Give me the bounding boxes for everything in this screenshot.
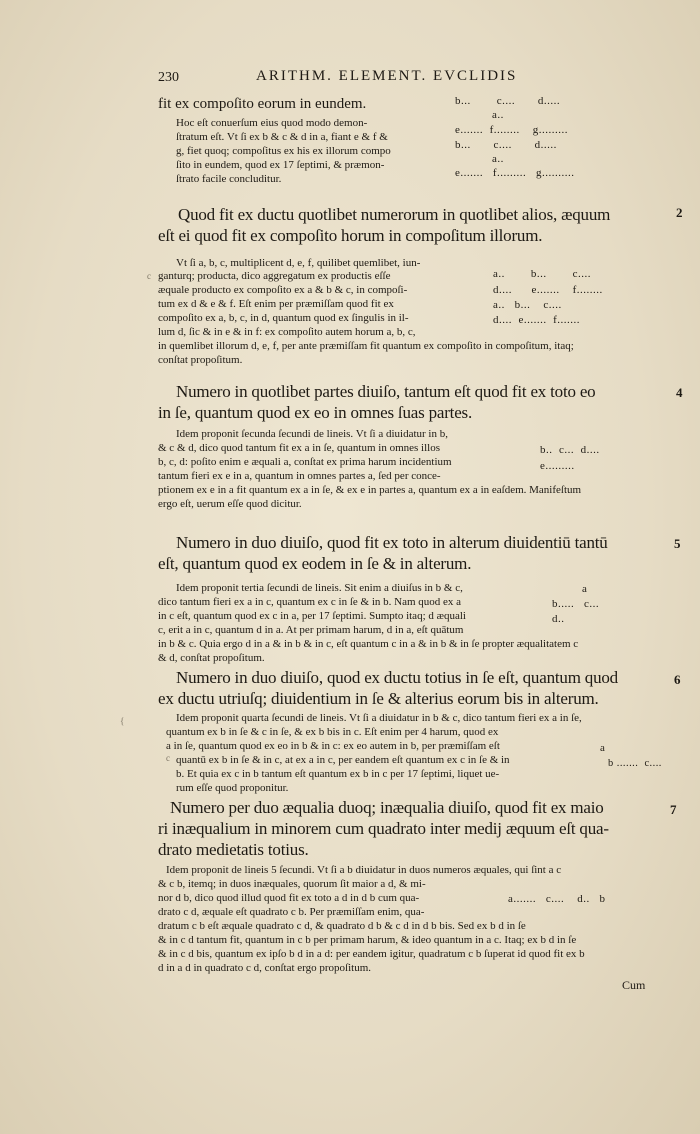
- body-text-line: lum d, ſic & in e & in f: ex compoſito autem horum a, b, c,: [158, 326, 416, 338]
- body-text-line: Idem proponit quarta ſecundi de lineis. Vt ſi a diuidatur in b & c, dico tantum fieri ex a in ſe,: [176, 712, 582, 724]
- figure-label-line: e....... f........ g.........: [455, 124, 569, 136]
- margin-annotation: c: [166, 753, 170, 763]
- body-text-line: b, c, d: poſito enim e æquali a, conſtat ex prima harum incidentium: [158, 456, 452, 468]
- body-text-line: b. Et quia ex c in b tantum eſt quantum ex b in c per 17 ſeptimi, liquet ue-: [176, 768, 500, 780]
- margin-annotation: c: [147, 271, 151, 281]
- body-text-line: & in c d tantum fit, quantum in c b per primam harum, & ideo quantum in a c. Itaq; ex b d in ſe: [158, 934, 577, 946]
- proposition-line: Numero in duo diuiſo, quod fit ex toto in alterum diuidentiū tantū: [176, 533, 608, 552]
- body-text-line: Idem proponit tertia ſecundi de lineis. Sit enim a diuiſus in b & c,: [176, 582, 463, 594]
- figure-label-line: e.........: [540, 460, 575, 472]
- body-text-line: æquale producto ex compoſito ex a & b & c, in compoſi-: [158, 284, 408, 296]
- figure-label-line: a....... c.... d.. b: [508, 893, 606, 905]
- body-text-line: dico tantum fieri ex a in c, quantum ex c in ſe & in b. Nam quod ex a: [158, 596, 462, 608]
- body-text-line: ergo eſt, uerum eſſe quod dicitur.: [158, 498, 302, 510]
- body-text-line: in c eſt, quantum quod ex c in a, per 17 ſeptimi. Sumpto itaq; d æquali: [158, 610, 466, 622]
- body-text-line: ſtratum eſt. Vt ſi ex b & c & d in a, fiant e & f &: [176, 131, 388, 143]
- margin-proposition-number: 5: [674, 536, 681, 551]
- proposition-line: in ſe, quantum quod ex eo in omnes ſuas partes.: [158, 403, 473, 422]
- proposition-line: Quod fit ex ductu quotlibet numerorum in quotlibet alios, æquum: [178, 205, 611, 224]
- figure-label-line: a: [600, 742, 606, 754]
- body-text-line: Idem proponit ſecunda ſecundi de lineis. Vt ſi a diuidatur in b,: [176, 428, 448, 440]
- body-text-line: conſtat propoſitum.: [158, 354, 243, 366]
- page-number: 230: [158, 70, 179, 85]
- body-text-line: rum eſſe quod proponitur.: [176, 782, 289, 794]
- figure-label-line: d.... e....... f.......: [493, 314, 581, 326]
- body-text-line: & c & d, dico quod tantum fit ex a in ſe, quantum in omnes illos: [158, 442, 440, 454]
- figure-label-line: a..: [492, 153, 504, 165]
- margin-proposition-number: 6: [674, 672, 681, 687]
- figure-label-line: d..: [552, 613, 565, 625]
- body-text-line: c, erit a in c, quantum d in a. At per primam harum, d in a, eſt quātum: [158, 624, 464, 636]
- proposition-line: eſt, quantum quod ex eodem in ſe & in alterum.: [158, 554, 472, 573]
- figure-label-line: a..: [492, 109, 504, 121]
- proposition-line: eſt ei quod fit ex compoſito horum in compoſitum illorum.: [158, 226, 543, 245]
- body-text-line: Idem proponit de lineis 5 ſecundi. Vt ſi a b diuidatur in duos numeros æquales, qui ſint a c: [166, 864, 562, 876]
- body-text-line: Vt ſi a, b, c, multiplicent d, e, f, quilibet quemlibet, iun-: [176, 257, 421, 269]
- body-text-line: g, fiet quoq; compoſitus ex his ex illorum compo: [176, 145, 391, 157]
- body-text-line: quantum ex b in ſe & c in ſe, & ex b bis in c. Eſt enim per 4 harum, quod ex: [166, 726, 499, 738]
- figure-label-line: b.. c... d....: [540, 444, 600, 456]
- body-text-line: a in ſe, quantum quod ex eo in b & in c: ex eo autem in b, per præmiſſam eſt: [166, 740, 500, 752]
- margin-proposition-number: 4: [676, 385, 683, 400]
- body-text-line: Hoc eſt conuerſum eius quod modo demon-: [176, 117, 368, 129]
- proposition-line: ri inæqualium in minorem cum quadrato inter medij æquum eſt qua-: [158, 819, 609, 838]
- proposition-line: Numero per duo æqualia duoq; inæqualia diuiſo, quod fit ex maio: [170, 798, 604, 817]
- body-text-line: nor d b, dico quod illud quod fit ex toto a d in d b cum qua-: [158, 892, 420, 904]
- proposition-line: ex ductu utriuſq; diuidentium in ſe & alterius eorum bis in alterum.: [158, 689, 599, 708]
- body-text-line: & d, conſtat propoſitum.: [158, 652, 265, 664]
- proposition-line: Numero in duo diuiſo, quod ex ductu totius in ſe eſt, quantum quod: [176, 668, 618, 687]
- figure-label-line: a.. b... c....: [493, 268, 592, 280]
- figure-label-line: b... c.... d.....: [455, 95, 561, 107]
- body-text-line: d in a d in quadrato c d, conſtat ergo propoſitum.: [158, 962, 372, 974]
- body-text-line: dratum c b eſt æquale quadrato c d, & quadrato d b & c d in d b bis. Sed ex b d in ſe: [158, 920, 526, 932]
- margin-proposition-number: 2: [676, 205, 683, 220]
- proposition-line: Numero in quotlibet partes diuiſo, tantum eſt quod fit ex toto eo: [176, 382, 596, 401]
- figure-label-line: a: [582, 583, 588, 595]
- figure-label-line: d.... e....... f........: [493, 284, 603, 296]
- body-text-line: ganturq; producta, dico aggregatum ex productis eſſe: [158, 270, 391, 282]
- page-header: [158, 70, 694, 90]
- body-text-line: compoſito ex a, b, c, in d, quantum quod ex ſingulis in il-: [158, 312, 409, 324]
- figure-label-line: b... c.... d.....: [455, 139, 557, 151]
- margin-proposition-number: 7: [670, 802, 677, 817]
- body-text-line: tantum fieri ex e in a, quantum in omnes partes a, ſed per conce-: [158, 470, 441, 482]
- body-text-line: tum ex d & e & f. Eſt enim per præmiſſam quod fit ex: [158, 298, 394, 310]
- catchword: Cum: [622, 978, 646, 992]
- body-text-line: drato c d, æquale eſt quadrato c b. Per præmiſſam enim, qua-: [158, 906, 425, 918]
- figure-label-line: b..... c...: [552, 598, 600, 610]
- running-head: ARITHM. ELEMENT. EVCLIDIS: [256, 68, 518, 84]
- body-text-line: & c b, itemq; in duos inæquales, quorum ſit maior a d, & mi-: [158, 878, 426, 890]
- figure-label-line: e....... f......... g..........: [455, 167, 575, 179]
- body-text-line: ſito in eundem, quod ex 17 ſeptimi, & præmon-: [176, 159, 385, 171]
- body-text-line: in quemlibet illorum d, e, f, per ante præmiſſam fit quantum ex compoſito in compoſitum, itaq;: [158, 340, 574, 352]
- figure-label-line: b ....... c....: [608, 757, 662, 769]
- body-text-line: in b & c. Quia ergo d in a & in b & in c, eſt quantum c in a & in b & in ſe propter æqualitatem c: [158, 638, 579, 650]
- margin-annotation: {: [120, 716, 125, 726]
- body-text-line: ſtrato facile concluditur.: [176, 173, 282, 185]
- body-text-line: & in c d bis, quantum ex ipſo b d in a d: per eandem igitur, quadratum c b ſuperat id quod fit ex b: [158, 948, 585, 960]
- proposition-line: drato medietatis totius.: [158, 840, 309, 859]
- continuation-line: fit ex compoſito eorum in eundem.: [158, 96, 367, 112]
- body-text-line: quantū ex b in ſe & in c, at ex a in c, per eandem eſt quantum ex c in ſe & in: [176, 754, 510, 766]
- figure-label-line: a.. b... c....: [493, 299, 562, 311]
- body-text-line: ptionem ex e in a fit quantum ex a in ſe, & ex e in partes a, quantum ex a in eaſdem. Manifeſtum: [158, 484, 582, 496]
